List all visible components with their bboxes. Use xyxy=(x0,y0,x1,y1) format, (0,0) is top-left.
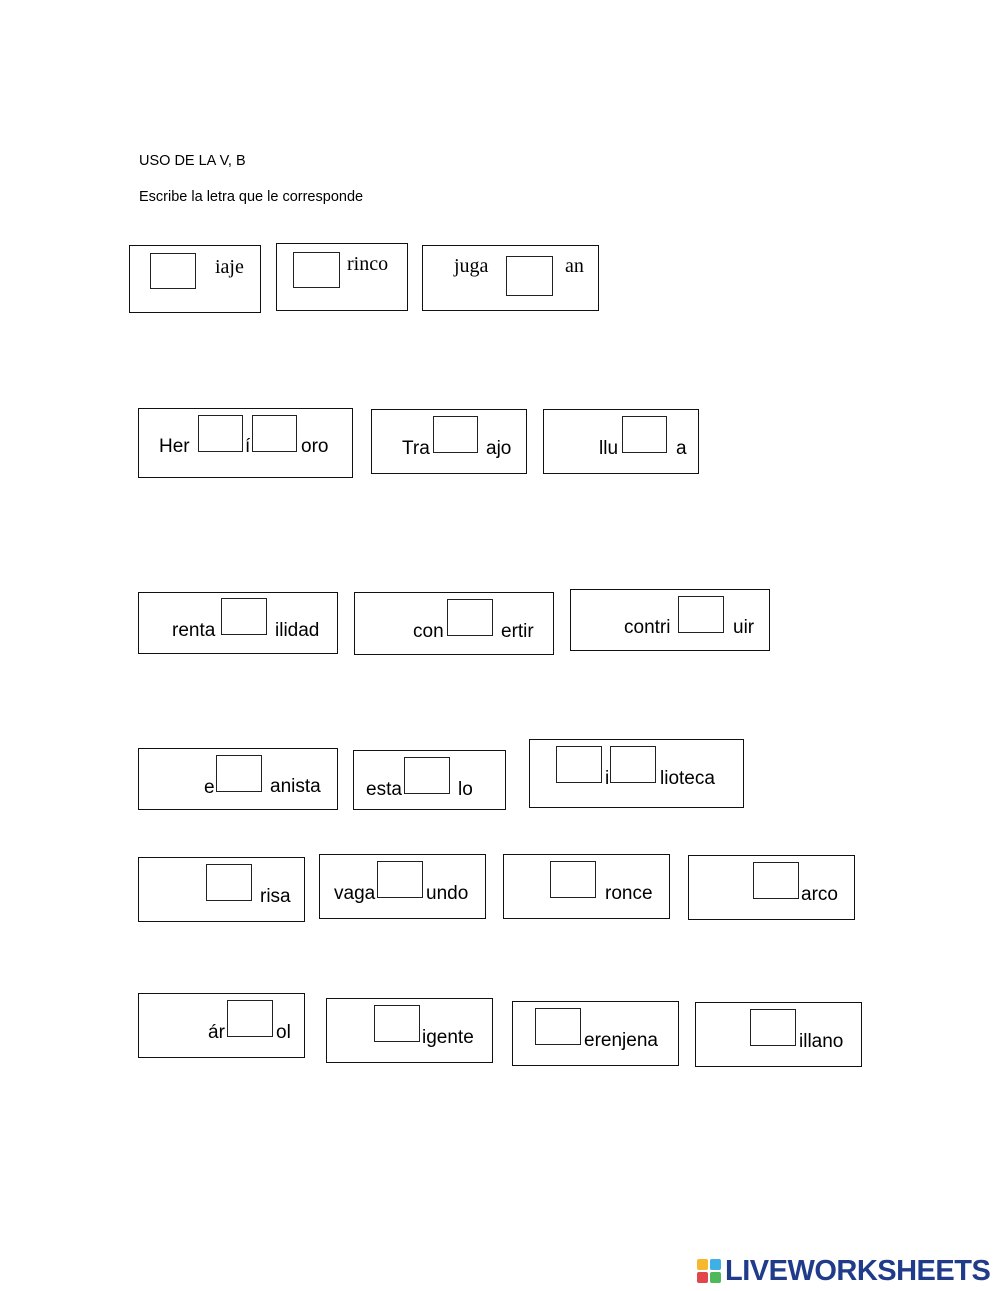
answer-box[interactable] xyxy=(506,256,553,296)
answer-box[interactable] xyxy=(198,415,243,452)
answer-box[interactable] xyxy=(252,415,297,452)
answer-box[interactable] xyxy=(550,861,596,898)
word-card-contribuir xyxy=(570,589,770,651)
word-card-berenjena xyxy=(512,1001,679,1066)
word-fragment: erenjena xyxy=(584,1030,658,1051)
word-fragment: í xyxy=(245,436,251,457)
word-fragment: ajo xyxy=(486,438,512,459)
word-card-ebanista xyxy=(138,748,338,810)
word-fragment: oro xyxy=(301,436,329,457)
word-card-trabajo xyxy=(371,409,527,474)
answer-box[interactable] xyxy=(221,598,267,635)
word-fragment: igente xyxy=(422,1027,474,1048)
word-fragment: llu xyxy=(599,438,619,459)
answer-box[interactable] xyxy=(206,864,252,901)
word-card-bronce xyxy=(503,854,670,919)
word-card-vagabundo xyxy=(319,854,486,919)
word-card-barco xyxy=(688,855,855,920)
word-fragment: esta xyxy=(366,779,402,800)
word-fragment: contri xyxy=(624,617,671,638)
word-fragment: illano xyxy=(799,1031,844,1052)
word-fragment: con xyxy=(413,621,444,642)
word-card-villano xyxy=(695,1002,862,1067)
word-fragment: ol xyxy=(276,1022,291,1043)
word-fragment: anista xyxy=(270,776,321,797)
word-fragment: e xyxy=(204,777,215,798)
word-card-establo xyxy=(353,750,506,810)
word-card-brisa xyxy=(138,857,305,922)
word-fragment: ronce xyxy=(605,883,653,904)
word-fragment: ár xyxy=(208,1022,225,1043)
word-card-jugaban xyxy=(422,245,599,311)
word-fragment: lo xyxy=(458,779,473,800)
worksheet-title: USO DE LA V, B xyxy=(139,153,246,169)
answer-box[interactable] xyxy=(216,755,262,792)
word-fragment: vaga xyxy=(334,883,376,904)
word-fragment: uir xyxy=(733,617,755,638)
answer-box[interactable] xyxy=(535,1008,581,1045)
word-fragment: lioteca xyxy=(660,768,715,789)
word-fragment: risa xyxy=(260,886,291,907)
word-fragment: i xyxy=(605,768,610,789)
word-card-vigente xyxy=(326,998,493,1063)
word-fragment: arco xyxy=(801,884,838,905)
word-fragment: Her xyxy=(159,436,190,457)
brand-name: LIVEWORKSHEETS xyxy=(725,1254,991,1287)
word-fragment: ertir xyxy=(501,621,534,642)
answer-box[interactable] xyxy=(150,253,196,289)
answer-box[interactable] xyxy=(678,596,724,633)
word-card-lluvia xyxy=(543,409,699,474)
answer-box[interactable] xyxy=(622,416,667,453)
word-fragment: ilidad xyxy=(275,620,320,641)
answer-box[interactable] xyxy=(374,1005,420,1042)
word-card-convertir xyxy=(354,592,554,655)
word-fragment: rinco xyxy=(347,253,389,275)
answer-box[interactable] xyxy=(377,861,423,898)
answer-box[interactable] xyxy=(753,862,799,899)
answer-box[interactable] xyxy=(750,1009,796,1046)
word-fragment: iaje xyxy=(215,256,244,278)
answer-box[interactable] xyxy=(433,416,478,453)
answer-box[interactable] xyxy=(293,252,340,288)
liveworksheets-logo xyxy=(697,1256,990,1286)
word-fragment: juga xyxy=(454,255,489,277)
liveworksheets-logo-icon xyxy=(697,1259,721,1283)
answer-box[interactable] xyxy=(227,1000,273,1037)
word-card-herbivoro xyxy=(138,408,353,478)
worksheet-instruction: Escribe la letra que le corresponde xyxy=(139,189,364,205)
word-fragment: undo xyxy=(426,883,469,904)
word-fragment: renta xyxy=(172,620,216,641)
answer-box[interactable] xyxy=(447,599,493,636)
answer-box[interactable] xyxy=(610,746,656,783)
answer-box[interactable] xyxy=(404,757,450,794)
word-card-biblioteca xyxy=(529,739,744,808)
word-fragment: Tra xyxy=(402,438,430,459)
word-card-rentabilidad xyxy=(138,592,338,654)
word-card-arbol xyxy=(138,993,305,1058)
word-card-rinco xyxy=(276,243,408,311)
answer-box[interactable] xyxy=(556,746,602,783)
word-fragment: an xyxy=(565,255,584,277)
word-card-iaje xyxy=(129,245,261,313)
word-fragment: a xyxy=(676,438,687,459)
